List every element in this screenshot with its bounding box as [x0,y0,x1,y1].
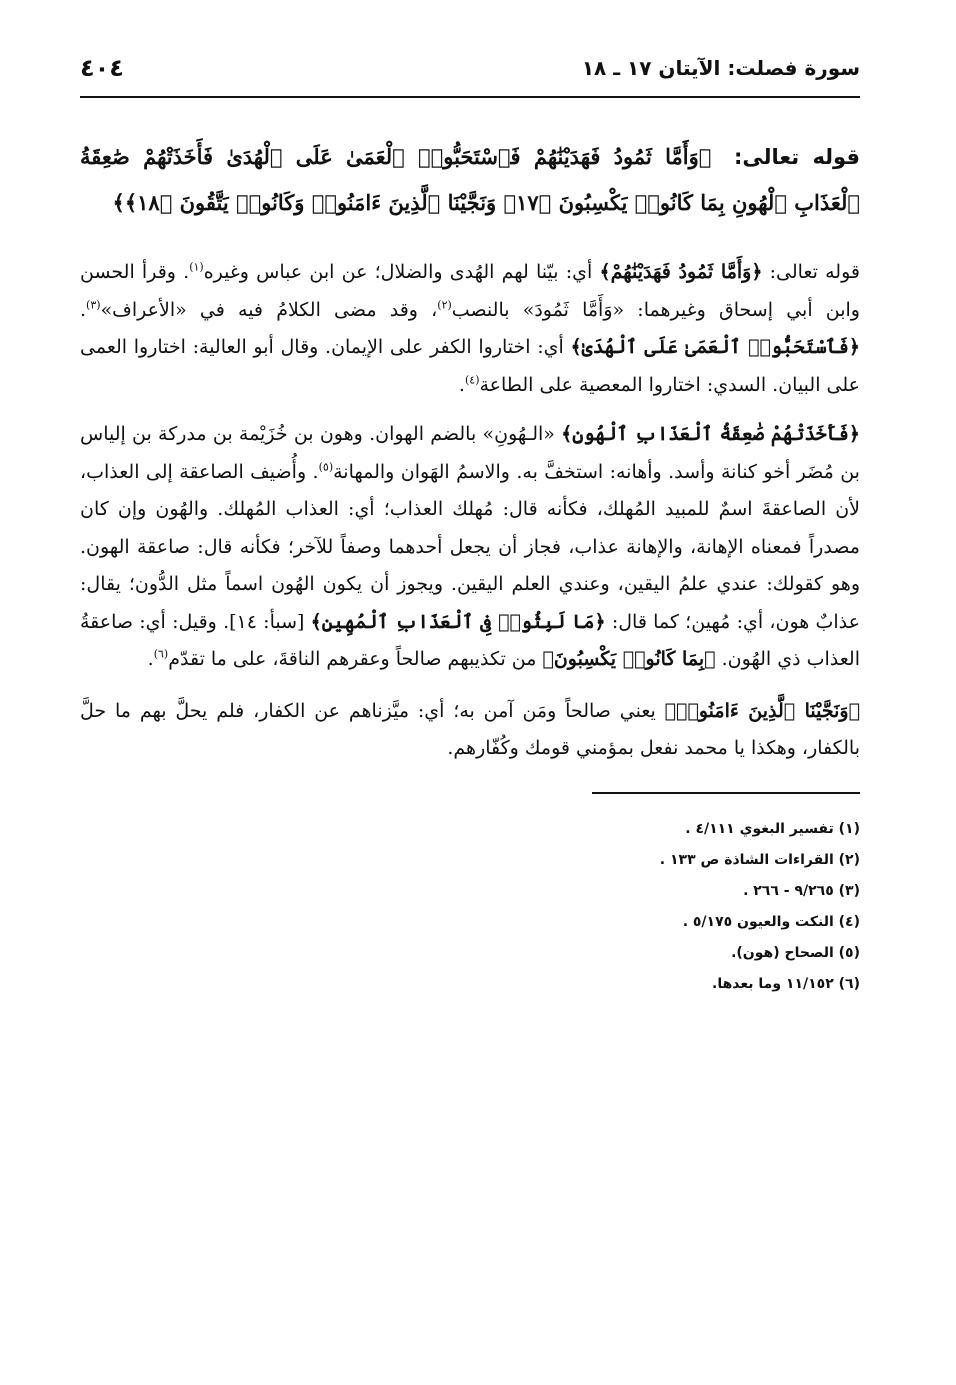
commentary-paragraph-2 [80,416,860,679]
footnote-ref[interactable]: (٥) [318,460,334,474]
commentary-paragraph-3 [80,693,860,768]
page-number: ٤٠٤ [80,54,124,82]
text-segment: . وقرأ الحسن وابن أبي إسحاق وغيرهما: «وَأَمَّا ثَمُودَ» بالنصب [80,261,860,321]
footnote-separator [592,792,860,794]
quran-quote: ﴿مَا لَبِثُوا۟ فِى ٱلْعَذَابِ ٱلْمُهِينِ﴾ [310,610,606,633]
footnote-item: (٣) ٩/٢٦٥ - ٢٦٦ . [743,882,860,899]
quran-quote: ﴿فَأَخَذَتْهُمْ صَٰعِقَةُ ٱلْعَذَابِ ٱلْهُونِ﴾ [561,423,860,445]
text-segment: قوله تعالى: [762,261,860,283]
quran-verse: ﴿وَأَمَّا ثَمُودُ فَهَدَيْنَٰهُمْ فَٱسْتَحَبُّوا۟ ٱلْعَمَىٰ عَلَى ٱلْهُدَىٰ فَأَخَذَتْهُمْ صَٰعِقَةُ ٱلْعَذَابِ ٱلْهُونِ بِمَا كَانُوا۟ يَكْسِبُونَ ﴿١٧﴾ وَنَجَّيْنَا ٱلَّذِينَ ءَامَنُوا۟ وَكَانُوا۟ يَتَّقُونَ ﴿١٨﴾﴾ [80,144,860,215]
footnote-item: (٥) الصحاح (هون). [731,944,860,961]
text-segment: «الـهُونِ» بالضم الهوان. وهون بن خُزَيْمة بن مدركة بن إلياس بن مُضَر أخو كنانة وأسد. وأهانه: استخفَّ به. والاسمُ الهَوان والمهانة [80,423,860,483]
quran-quote: ﴿وَنَجَّيْنَا ٱلَّذِينَ ءَامَنُوا۟﴾ [664,699,860,722]
text-segment: . [147,648,154,670]
book-page [80,52,860,1352]
commentary-paragraph-1 [80,254,860,404]
text-segment: يعني صالحاً ومَن آمن به؛ أي: ميَّزناهم عن الكفار، فلم يحلَّ بهم ما حلَّ بالكفار، وهكذا يا محمد نفعل بمؤمني قومك وكُفّارهم. [80,699,860,759]
text-segment: أي: بيّنا لهم الهُدى والضلال؛ عن ابن عباس وغيره [203,261,600,283]
footnote-ref[interactable]: (٢) [437,298,452,312]
verse-lead: قوله تعالى: [734,145,860,169]
footnote-item: (٤) النكت والعيون ٥/١٧٥ . [682,913,860,930]
footnotes [80,814,860,1000]
footnote-item: (٦) ١١/١٥٢ وما بعدها. [712,975,860,992]
footnote-ref[interactable]: (٦) [153,647,169,661]
quran-quote: ﴿وَأَمَّا ثَمُودُ فَهَدَيْنَٰهُمْ﴾ [599,261,763,283]
text-segment: . [458,373,465,396]
text-segment: ، وقد مضى الكلامُ فيه في «الأعراف» [100,298,438,321]
footnote-ref[interactable]: (٣) [86,298,101,312]
page-header [80,52,860,98]
footnote-ref[interactable]: (٤) [464,373,480,387]
quran-quote: ﴿بِمَا كَانُوا۟ يَكْسِبُونَ﴾ [542,648,716,670]
footnote-ref[interactable]: (١) [189,260,204,274]
text-segment: من تكذيبهم صالحاً وعقرهم الناقةَ، على ما تقدّم [168,648,543,670]
text-segment: . وأُضيف الصاعقة إلى العذاب، لأن الصاعقةَ اسمٌ للمبيد المُهلك، فكأنه قال: مُهلك العذاب؛ أي: العذاب المُهلك. والهُون وإن كان مصدراً فمعناه الإهانة، والإهانة عذاب، فجاز أن يجعل أحدهما وصفاً للآخر؛ فكأنه قال: صاعقة الهون. وهو كقولك: عندي علمُ اليقين، وعندي العلم اليقين. ويجوز أن يكون الهُون اسماً مثل الدُّون؛ يقال: عذابٌ هون، أي: مُهين؛ كما قال: [80,460,860,633]
text-segment: . [80,298,87,321]
running-title: سورة فصلت: الآيتان ١٧ ـ ١٨ [581,56,860,80]
quran-verse-block [80,134,860,226]
quran-quote: ﴿فَٱسْتَحَبُّوا۟ ٱلْعَمَىٰ عَلَى ٱلْهُدَىٰ﴾ [570,336,860,358]
text-segment: [سبأ: ١٤]. وقيل: أي: صاعقةُ العذاب ذي الهُون. [80,610,860,670]
text-segment: أي: اختاروا الكفر على الإيمان. وقال أبو العالية: اختاروا العمى على البيان. السدي: اختاروا المعصية على الطاعة [80,336,860,396]
footnote-item: (٢) القراءات الشاذة ص ١٣٣ . [659,851,860,868]
footnote-item: (١) تفسير البغوي ٤/١١١ . [685,820,860,837]
